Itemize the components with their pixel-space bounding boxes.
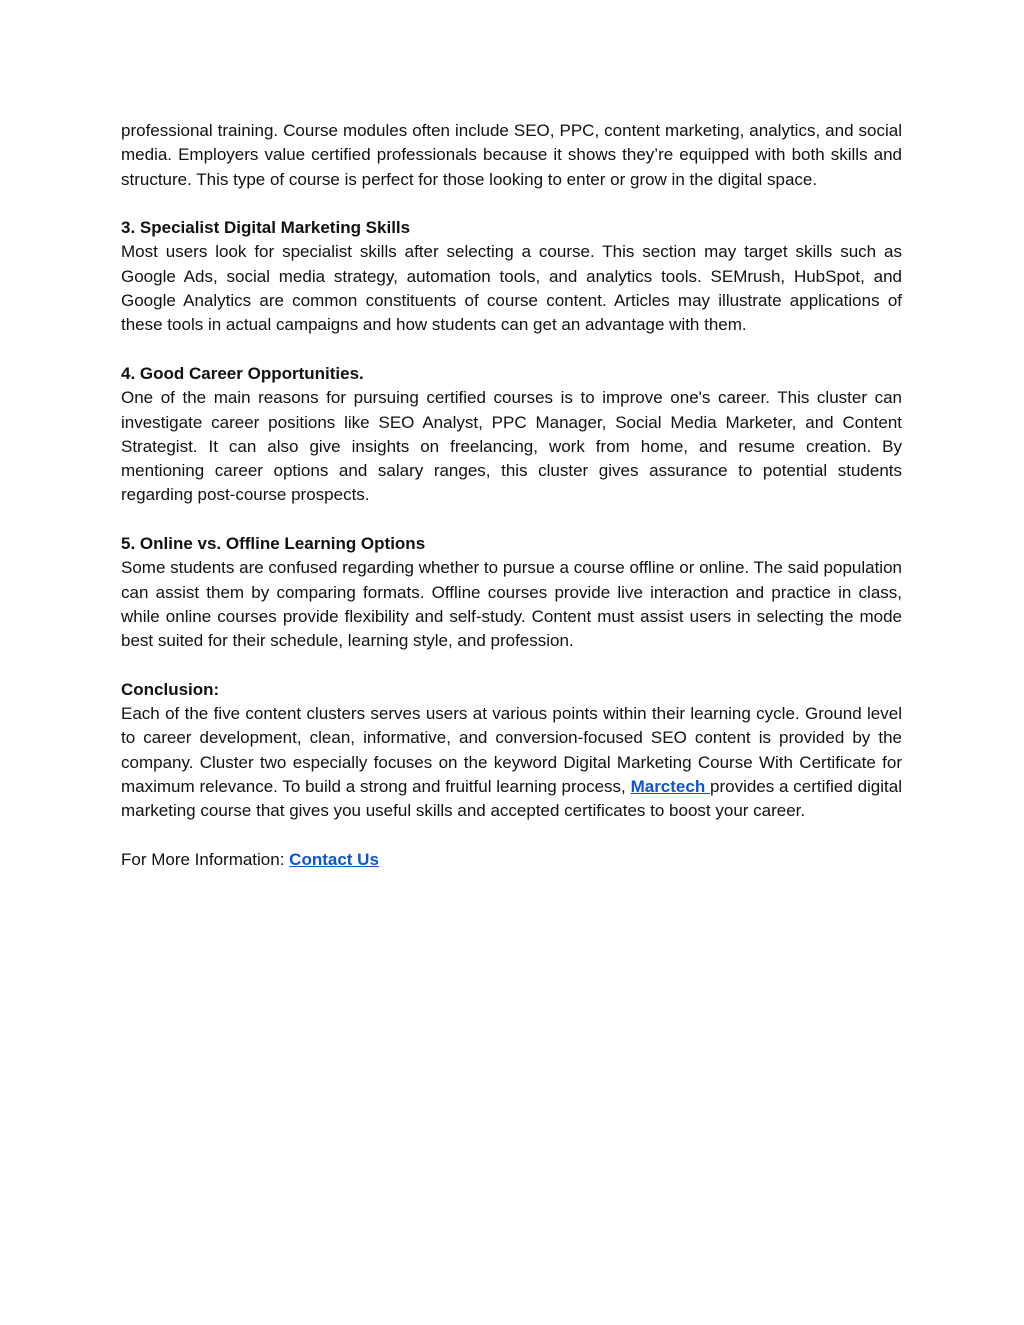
section-body: Some students are confused regarding whether to pursue a course offline or online. The said population can assist them by comparing formats. Offline courses provide live interaction and practice in class, while online courses provide flexibility and self-study. Content must assist users in selecting the mode best suited for their schedule, learning style, and profession.: [121, 558, 902, 651]
intro-paragraph: professional training. Course modules often include SEO, PPC, content marketing, analytics, and social media. Employers value certified professionals because it shows they’re equipped with both skills and structure. This type of course is perfect for those looking to enter or grow in the digital space.: [121, 121, 902, 189]
section-specialist-skills: [121, 216, 902, 337]
section-career-opportunities: [121, 362, 902, 508]
marctech-link[interactable]: Marctech: [630, 777, 710, 797]
footer-info: [121, 848, 902, 872]
section-heading: 4. Good Career Opportunities.: [121, 363, 364, 383]
section-body: Most users look for specialist skills after selecting a course. This section may target skills such as Google Ads, social media strategy, automation tools, and analytics tools. SEMrush, HubSpot, and Google Analytics are common constituents of course content. Articles may illustrate applications of these tools in actual campaigns and how students can get an advantage with them.: [121, 242, 902, 335]
contact-us-link[interactable]: Contact Us: [289, 849, 379, 869]
document-page: [121, 119, 902, 872]
conclusion-heading: Conclusion:: [121, 679, 220, 699]
section-heading: 5. Online vs. Offline Learning Options: [121, 534, 426, 554]
conclusion-text-after-link: provides a certified digital marketing course that gives you useful skills and accepted certificates to boost your career.: [121, 777, 902, 821]
section-conclusion: [121, 678, 902, 824]
footer-line: [121, 848, 902, 872]
section-body: One of the main reasons for pursuing certified courses is to improve one's career. This cluster can investigate career positions like SEO Analyst, PPC Manager, Social Media Marketer, and Content Strategist. It can also give insights on freelancing, work from home, and resume creation. By mentioning career options and salary ranges, this cluster gives assurance to potential students regarding post-course prospects.: [121, 388, 902, 505]
section-learning-options: [121, 532, 902, 653]
section-heading: 3. Specialist Digital Marketing Skills: [121, 218, 411, 238]
footer-label: For More Information:: [121, 849, 290, 869]
conclusion-body: [121, 702, 902, 823]
conclusion-text-before-link: Each of the five content clusters serves users at various points within their learning cycle. Ground level to career development, clean, informative, and conversion-focused SEO content is provided by the company. Cluster two especially focuses on the keyword Digital Marketing Course With Certificate for maximum relevance. To build a strong and fruitful learning process,: [121, 704, 902, 797]
